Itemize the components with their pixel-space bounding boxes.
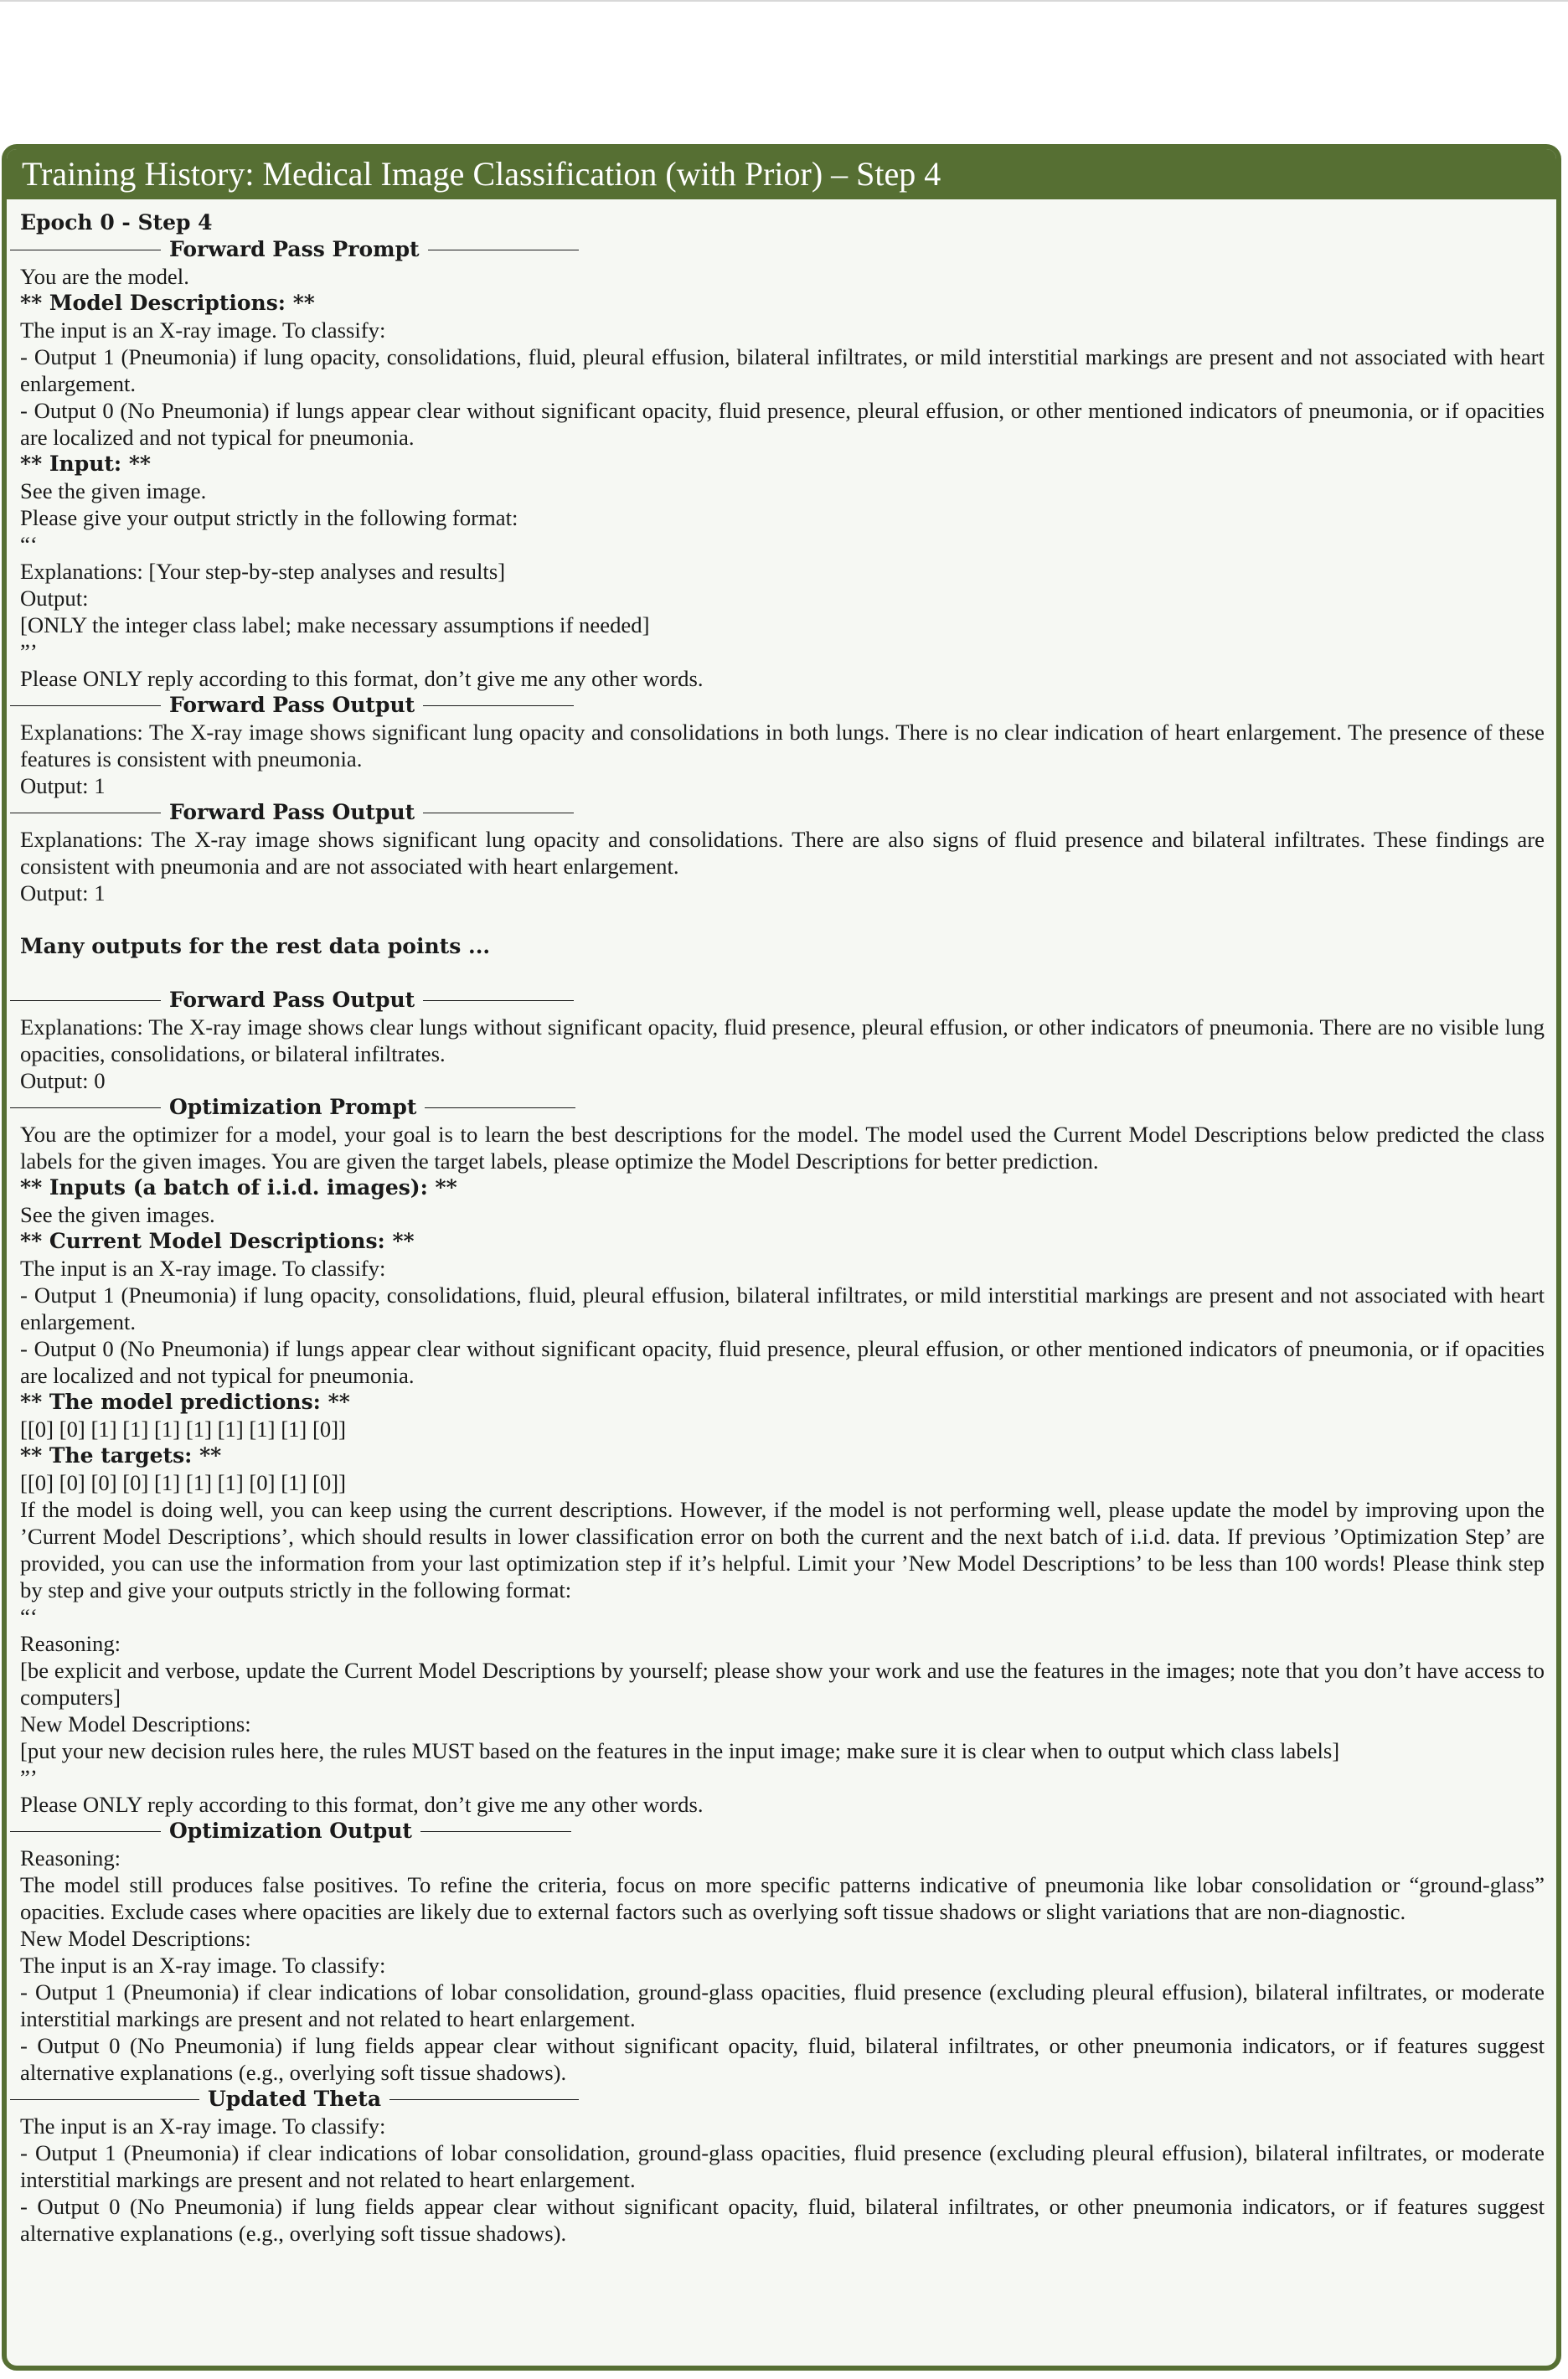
text-line: “‘ [20, 1604, 38, 1629]
text-line: The input is an X-ray image. To classify: [20, 1953, 386, 1978]
separator-rule-right [389, 2099, 579, 2100]
text-line: Reasoning: [20, 1845, 121, 1871]
text-line: - Output 0 (No Pneumonia) if lung fields appear clear without significant opacity, fluid, bilateral infiltrates, or other pneumonia indicators, or if features suggest alternative explanations (e.g., overlying soft tissue shadows). [20, 2194, 1545, 2246]
subheading: ** Current Model Descriptions: ** [20, 1229, 415, 1253]
text-line: The input is an X-ray image. To classify: [20, 1256, 386, 1281]
text-line: The input is an X-ray image. To classify: [20, 317, 386, 343]
separator-label: Optimization Prompt [169, 1095, 417, 1119]
explanation-text: Explanations: The X-ray image shows clear lungs without significant opacity, fluid presence, pleural effusion, or other indicators of pneumonia. There are no visible lung opacities, consolidations, or bilateral infiltrates. [20, 1014, 1545, 1066]
epoch-heading: Epoch 0 - Step 4 [20, 210, 213, 235]
separator-label: Optimization Output [169, 1819, 412, 1843]
separator-label: Forward Pass Output [169, 988, 415, 1012]
text-line: ”’ [20, 639, 38, 664]
predictions-array: [[0] [0] [1] [1] [1] [1] [1] [1] [1] [0]] [20, 1417, 347, 1442]
text-line: - Output 1 (Pneumonia) if lung opacity, consolidations, fluid, pleural effusion, bilateral infiltrates, or mild interstitial markings are present and not associated with heart enlargement. [20, 344, 1545, 396]
separator-forward-output-3 [10, 987, 1545, 1014]
separator-forward-output-1 [10, 692, 1545, 719]
training-history-box [2, 144, 1561, 2371]
text-line: ”’ [20, 1765, 38, 1790]
separator-rule-left [10, 1000, 161, 1001]
separator-forward-prompt [10, 236, 1545, 263]
separator-rule-left [10, 1107, 161, 1108]
separator-label: Forward Pass Output [169, 800, 415, 824]
page-top-rule [0, 0, 1568, 2]
output-value: Output: 1 [20, 880, 106, 906]
text-line: Output: [20, 586, 89, 611]
text-line: Reasoning: [20, 1631, 121, 1656]
separator-label: Forward Pass Output [169, 693, 415, 717]
subheading: ** Inputs (a batch of i.i.d. images): ** [20, 1175, 457, 1200]
text-line: Please ONLY reply according to this format, don’t give me any other words. [20, 1792, 704, 1817]
text-line: “‘ [20, 532, 38, 557]
text-line: - Output 0 (No Pneumonia) if lungs appear clear without significant opacity, fluid presence, pleural effusion, or other mentioned indicators of pneumonia, or if opacities are localized and not typical for pneumonia. [20, 398, 1545, 450]
spacer [20, 960, 1545, 987]
text-line: Explanations: [Your step-by-step analyses and results] [20, 559, 506, 584]
text-line: - Output 0 (No Pneumonia) if lungs appear clear without significant opacity, fluid presence, pleural effusion, or other mentioned indicators of pneumonia, or if opacities are localized and not typical for pneumonia. [20, 1336, 1545, 1388]
text-line: [be explicit and verbose, update the Current Model Descriptions by yourself; please show your work and use the features in the images; note that you don’t have access to computers] [20, 1658, 1545, 1710]
text-line: - Output 1 (Pneumonia) if lung opacity, consolidations, fluid, pleural effusion, bilateral infiltrates, or mild interstitial markings are present and not associated with heart enlargement. [20, 1282, 1545, 1334]
subheading: ** The model predictions: ** [20, 1390, 350, 1414]
text-line: You are the model. [20, 264, 189, 289]
separator-label: Updated Theta [208, 2087, 382, 2111]
separator-rule-left [10, 705, 161, 706]
separator-rule-right [423, 705, 574, 706]
text-line: See the given image. [20, 478, 207, 503]
text-line: If the model is doing well, you can keep using the current descriptions. However, if the model is not performing well, please update the model by improving upon the ’Current Model Descriptions’, which should results in lower classification error on both the current and the next batch of i.i.d. data. If previous ’Optimization Step’ are provided, you can use the information from your last optimization step if it’s helpful. Limit your ’New Model Descriptions’ to be less than 100 words! Please think step by step and give your outputs strictly in the following format: [20, 1497, 1545, 1602]
explanation-text: Explanations: The X-ray image shows significant lung opacity and consolidations. There are also signs of fluid presence and bilateral infiltrates. These findings are consistent with pneumonia and are not associated with heart enlargement. [20, 827, 1545, 879]
subheading: ** The targets: ** [20, 1443, 222, 1468]
text-line: - Output 1 (Pneumonia) if clear indications of lobar consolidation, ground-glass opacities, fluid presence (excluding pleural effusion), bilateral infiltrates, or moderate interstitial markings are present and not related to heart enlargement. [20, 1979, 1545, 2031]
separator-optimization-prompt [10, 1094, 1545, 1121]
text-line: See the given images. [20, 1202, 215, 1227]
text-line: New Model Descriptions: [20, 1926, 251, 1951]
separator-rule-right [420, 1831, 571, 1832]
separator-rule-left [10, 1831, 161, 1832]
spacer [20, 906, 1545, 933]
separator-rule-right [425, 1107, 575, 1108]
separator-label: Forward Pass Prompt [169, 237, 420, 261]
text-line: - Output 0 (No Pneumonia) if lung fields appear clear without significant opacity, fluid, bilateral infiltrates, or other pneumonia indicators, or if features suggest alternative explanations (e.g., overlying soft tissue shadows). [20, 2033, 1545, 2085]
output-value: Output: 0 [20, 1068, 106, 1093]
text-line: Please give your output strictly in the following format: [20, 505, 518, 530]
subheading: ** Input: ** [20, 452, 152, 476]
box-body [7, 199, 1556, 2247]
text-line: The model still produces false positives. To refine the criteria, focus on more specific patterns indicative of pneumonia like lobar consolidation or “ground-glass” opacities. Exclude cases where opacities are likely due to external factors such as overlying soft tissue shadows or slight variations that are non-diagnostic. [20, 1872, 1545, 1924]
many-outputs-note: Many outputs for the rest data points ... [20, 934, 491, 958]
text-line: You are the optimizer for a model, your goal is to learn the best descriptions for the model. The model used the Current Model Descriptions below predicted the class labels for the given images. You are given the target labels, please optimize the Model Descriptions for better prediction. [20, 1122, 1545, 1174]
separator-rule-right [423, 1000, 574, 1001]
separator-rule-left [10, 2099, 199, 2100]
targets-array: [[0] [0] [0] [0] [1] [1] [1] [0] [1] [0]] [20, 1470, 347, 1495]
box-title: Training History: Medical Image Classification (with Prior) – Step 4 [7, 149, 1556, 199]
text-line: Please ONLY reply according to this format, don’t give me any other words. [20, 666, 704, 691]
text-line: [ONLY the integer class label; make necessary assumptions if needed] [20, 612, 650, 637]
separator-forward-output-2 [10, 799, 1545, 826]
subheading: ** Model Descriptions: ** [20, 291, 315, 315]
explanation-text: Explanations: The X-ray image shows significant lung opacity and consolidations in both lungs. There is no clear indication of heart enlargement. The presence of these features is consistent with pneumonia. [20, 720, 1545, 771]
text-line: New Model Descriptions: [20, 1711, 251, 1737]
text-line: - Output 1 (Pneumonia) if clear indications of lobar consolidation, ground-glass opacities, fluid presence (excluding pleural effusion), bilateral infiltrates, or moderate interstitial markings are present and not related to heart enlargement. [20, 2140, 1545, 2192]
text-line: [put your new decision rules here, the rules MUST based on the features in the input image; make sure it is clear when to output which class labels] [20, 1738, 1340, 1763]
separator-optimization-output [10, 1818, 1545, 1845]
separator-updated-theta [10, 2086, 1545, 2113]
text-line: The input is an X-ray image. To classify: [20, 2113, 386, 2139]
output-value: Output: 1 [20, 773, 106, 798]
